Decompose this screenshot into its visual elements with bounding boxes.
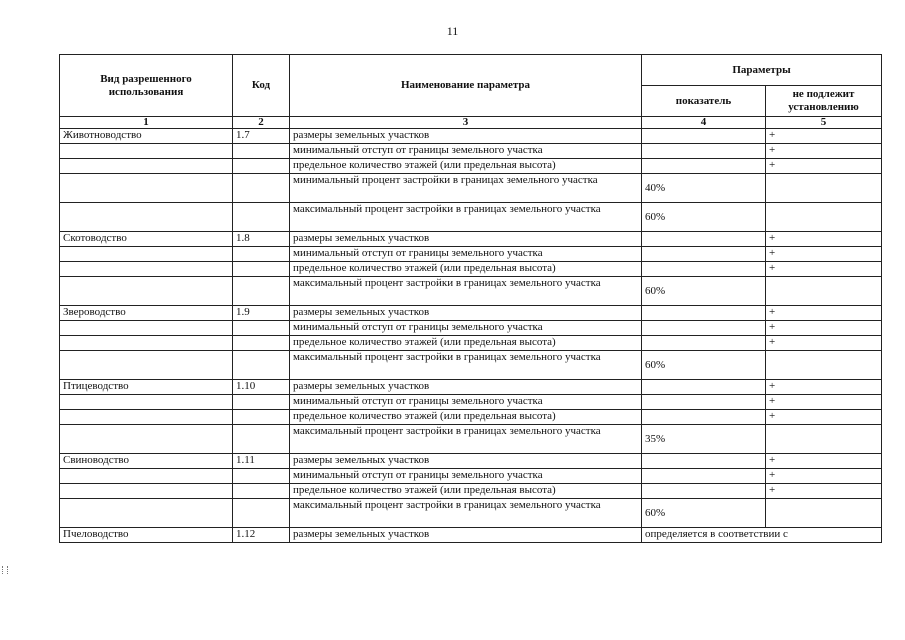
use-type-cell xyxy=(60,203,233,232)
use-type-cell: Свиноводство xyxy=(60,454,233,469)
param-name-cell: минимальный отступ от границы земельного участка xyxy=(290,395,642,410)
param-name-cell: размеры земельных участков xyxy=(290,454,642,469)
table-row xyxy=(60,425,882,454)
code-cell xyxy=(233,144,290,159)
parameters-table xyxy=(59,54,882,543)
use-type-cell: Птицеводство xyxy=(60,380,233,395)
param-name-cell: максимальный процент застройки в границах земельного участка xyxy=(290,499,642,528)
indicator-cell xyxy=(642,129,766,144)
not-set-cell: + xyxy=(766,306,882,321)
code-cell: 1.11 xyxy=(233,454,290,469)
use-type-cell xyxy=(60,159,233,174)
indicator-cell xyxy=(642,247,766,262)
code-cell xyxy=(233,159,290,174)
use-type-cell xyxy=(60,262,233,277)
use-type-cell xyxy=(60,247,233,262)
param-name-cell: минимальный процент застройки в границах земельного участка xyxy=(290,174,642,203)
use-type-cell xyxy=(60,277,233,306)
indicator-cell xyxy=(642,144,766,159)
not-set-cell: + xyxy=(766,469,882,484)
code-cell xyxy=(233,410,290,425)
table-row xyxy=(60,247,882,262)
not-set-cell: + xyxy=(766,247,882,262)
indicator-cell xyxy=(642,336,766,351)
table-row xyxy=(60,484,882,499)
code-cell: 1.9 xyxy=(233,306,290,321)
column-number: 5 xyxy=(766,117,882,129)
table-row xyxy=(60,395,882,410)
use-type-cell xyxy=(60,395,233,410)
indicator-cell xyxy=(642,306,766,321)
table-row xyxy=(60,336,882,351)
column-number: 1 xyxy=(60,117,233,129)
not-set-cell: + xyxy=(766,484,882,499)
column-number: 2 xyxy=(233,117,290,129)
param-name-cell: минимальный отступ от границы земельного участка xyxy=(290,247,642,262)
code-cell: 1.7 xyxy=(233,129,290,144)
not-set-cell: + xyxy=(766,144,882,159)
param-name-cell: максимальный процент застройки в границах земельного участка xyxy=(290,203,642,232)
use-type-cell: Звероводство xyxy=(60,306,233,321)
param-name-cell: предельное количество этажей (или предельная высота) xyxy=(290,410,642,425)
header-not-set: не подлежит установлению xyxy=(766,86,882,117)
code-cell xyxy=(233,247,290,262)
use-type-cell xyxy=(60,425,233,454)
code-cell xyxy=(233,262,290,277)
not-set-cell: + xyxy=(766,395,882,410)
param-name-cell: размеры земельных участков xyxy=(290,380,642,395)
indicator-cell xyxy=(642,395,766,410)
table-row xyxy=(60,277,882,306)
table-row xyxy=(60,129,882,144)
indicator-cell: определяется в соответствии с xyxy=(642,528,882,543)
param-name-cell: предельное количество этажей (или предельная высота) xyxy=(290,159,642,174)
code-cell xyxy=(233,469,290,484)
indicator-cell xyxy=(642,380,766,395)
header-param-name: Наименование параметра xyxy=(290,55,642,117)
table-row xyxy=(60,499,882,528)
page-number: 11 xyxy=(446,24,459,38)
table-body xyxy=(60,129,882,543)
use-type-cell xyxy=(60,144,233,159)
use-type-cell xyxy=(60,469,233,484)
not-set-cell: + xyxy=(766,336,882,351)
use-type-cell xyxy=(60,351,233,380)
use-type-cell xyxy=(60,336,233,351)
indicator-cell: 60% xyxy=(642,499,766,528)
table-row xyxy=(60,380,882,395)
table-row xyxy=(60,174,882,203)
indicator-cell xyxy=(642,484,766,499)
indicator-cell xyxy=(642,454,766,469)
code-cell: 1.10 xyxy=(233,380,290,395)
not-set-cell xyxy=(766,425,882,454)
table-row xyxy=(60,144,882,159)
code-cell xyxy=(233,351,290,380)
param-name-cell: предельное количество этажей (или предельная высота) xyxy=(290,336,642,351)
use-type-cell xyxy=(60,499,233,528)
code-cell xyxy=(233,484,290,499)
param-name-cell: максимальный процент застройки в границах земельного участка xyxy=(290,425,642,454)
param-name-cell: предельное количество этажей (или предельная высота) xyxy=(290,262,642,277)
not-set-cell: + xyxy=(766,129,882,144)
not-set-cell: + xyxy=(766,159,882,174)
scan-margin-mark xyxy=(2,566,8,574)
table-row xyxy=(60,232,882,247)
indicator-cell xyxy=(642,410,766,425)
not-set-cell: + xyxy=(766,321,882,336)
not-set-cell xyxy=(766,351,882,380)
header-use-type: Вид разрешенного использования xyxy=(60,55,233,117)
use-type-cell xyxy=(60,321,233,336)
param-name-cell: минимальный отступ от границы земельного участка xyxy=(290,144,642,159)
not-set-cell xyxy=(766,203,882,232)
table-row xyxy=(60,410,882,425)
indicator-cell: 40% xyxy=(642,174,766,203)
header-indicator: показатель xyxy=(642,86,766,117)
code-cell: 1.8 xyxy=(233,232,290,247)
use-type-cell: Животноводство xyxy=(60,129,233,144)
table-row xyxy=(60,203,882,232)
use-type-cell xyxy=(60,174,233,203)
code-cell xyxy=(233,174,290,203)
param-name-cell: размеры земельных участков xyxy=(290,232,642,247)
table-row xyxy=(60,454,882,469)
param-name-cell: максимальный процент застройки в границах земельного участка xyxy=(290,351,642,380)
code-cell xyxy=(233,395,290,410)
not-set-cell xyxy=(766,174,882,203)
indicator-cell: 60% xyxy=(642,351,766,380)
not-set-cell: + xyxy=(766,232,882,247)
table-row xyxy=(60,262,882,277)
table-row xyxy=(60,528,882,543)
param-name-cell: размеры земельных участков xyxy=(290,129,642,144)
indicator-cell xyxy=(642,232,766,247)
code-cell xyxy=(233,499,290,528)
use-type-cell xyxy=(60,484,233,499)
table-row xyxy=(60,306,882,321)
indicator-cell xyxy=(642,469,766,484)
param-name-cell: размеры земельных участков xyxy=(290,528,642,543)
not-set-cell: + xyxy=(766,454,882,469)
header-params-group: Параметры xyxy=(642,55,882,86)
param-name-cell: максимальный процент застройки в границах земельного участка xyxy=(290,277,642,306)
table-row xyxy=(60,351,882,380)
indicator-cell xyxy=(642,159,766,174)
param-name-cell: минимальный отступ от границы земельного участка xyxy=(290,321,642,336)
not-set-cell: + xyxy=(766,262,882,277)
indicator-cell: 60% xyxy=(642,203,766,232)
not-set-cell: + xyxy=(766,410,882,425)
code-cell xyxy=(233,321,290,336)
not-set-cell xyxy=(766,499,882,528)
param-name-cell: предельное количество этажей (или предельная высота) xyxy=(290,484,642,499)
column-number: 4 xyxy=(642,117,766,129)
indicator-cell: 35% xyxy=(642,425,766,454)
table-row xyxy=(60,469,882,484)
column-number: 3 xyxy=(290,117,642,129)
code-cell xyxy=(233,203,290,232)
param-name-cell: размеры земельных участков xyxy=(290,306,642,321)
indicator-cell xyxy=(642,321,766,336)
use-type-cell xyxy=(60,410,233,425)
code-cell xyxy=(233,277,290,306)
code-cell xyxy=(233,425,290,454)
table-row xyxy=(60,321,882,336)
param-name-cell: минимальный отступ от границы земельного участка xyxy=(290,469,642,484)
table-row xyxy=(60,159,882,174)
use-type-cell: Пчеловодство xyxy=(60,528,233,543)
indicator-cell xyxy=(642,262,766,277)
header-code: Код xyxy=(233,55,290,117)
code-cell xyxy=(233,336,290,351)
not-set-cell xyxy=(766,277,882,306)
not-set-cell: + xyxy=(766,380,882,395)
indicator-cell: 60% xyxy=(642,277,766,306)
code-cell: 1.12 xyxy=(233,528,290,543)
use-type-cell: Скотоводство xyxy=(60,232,233,247)
